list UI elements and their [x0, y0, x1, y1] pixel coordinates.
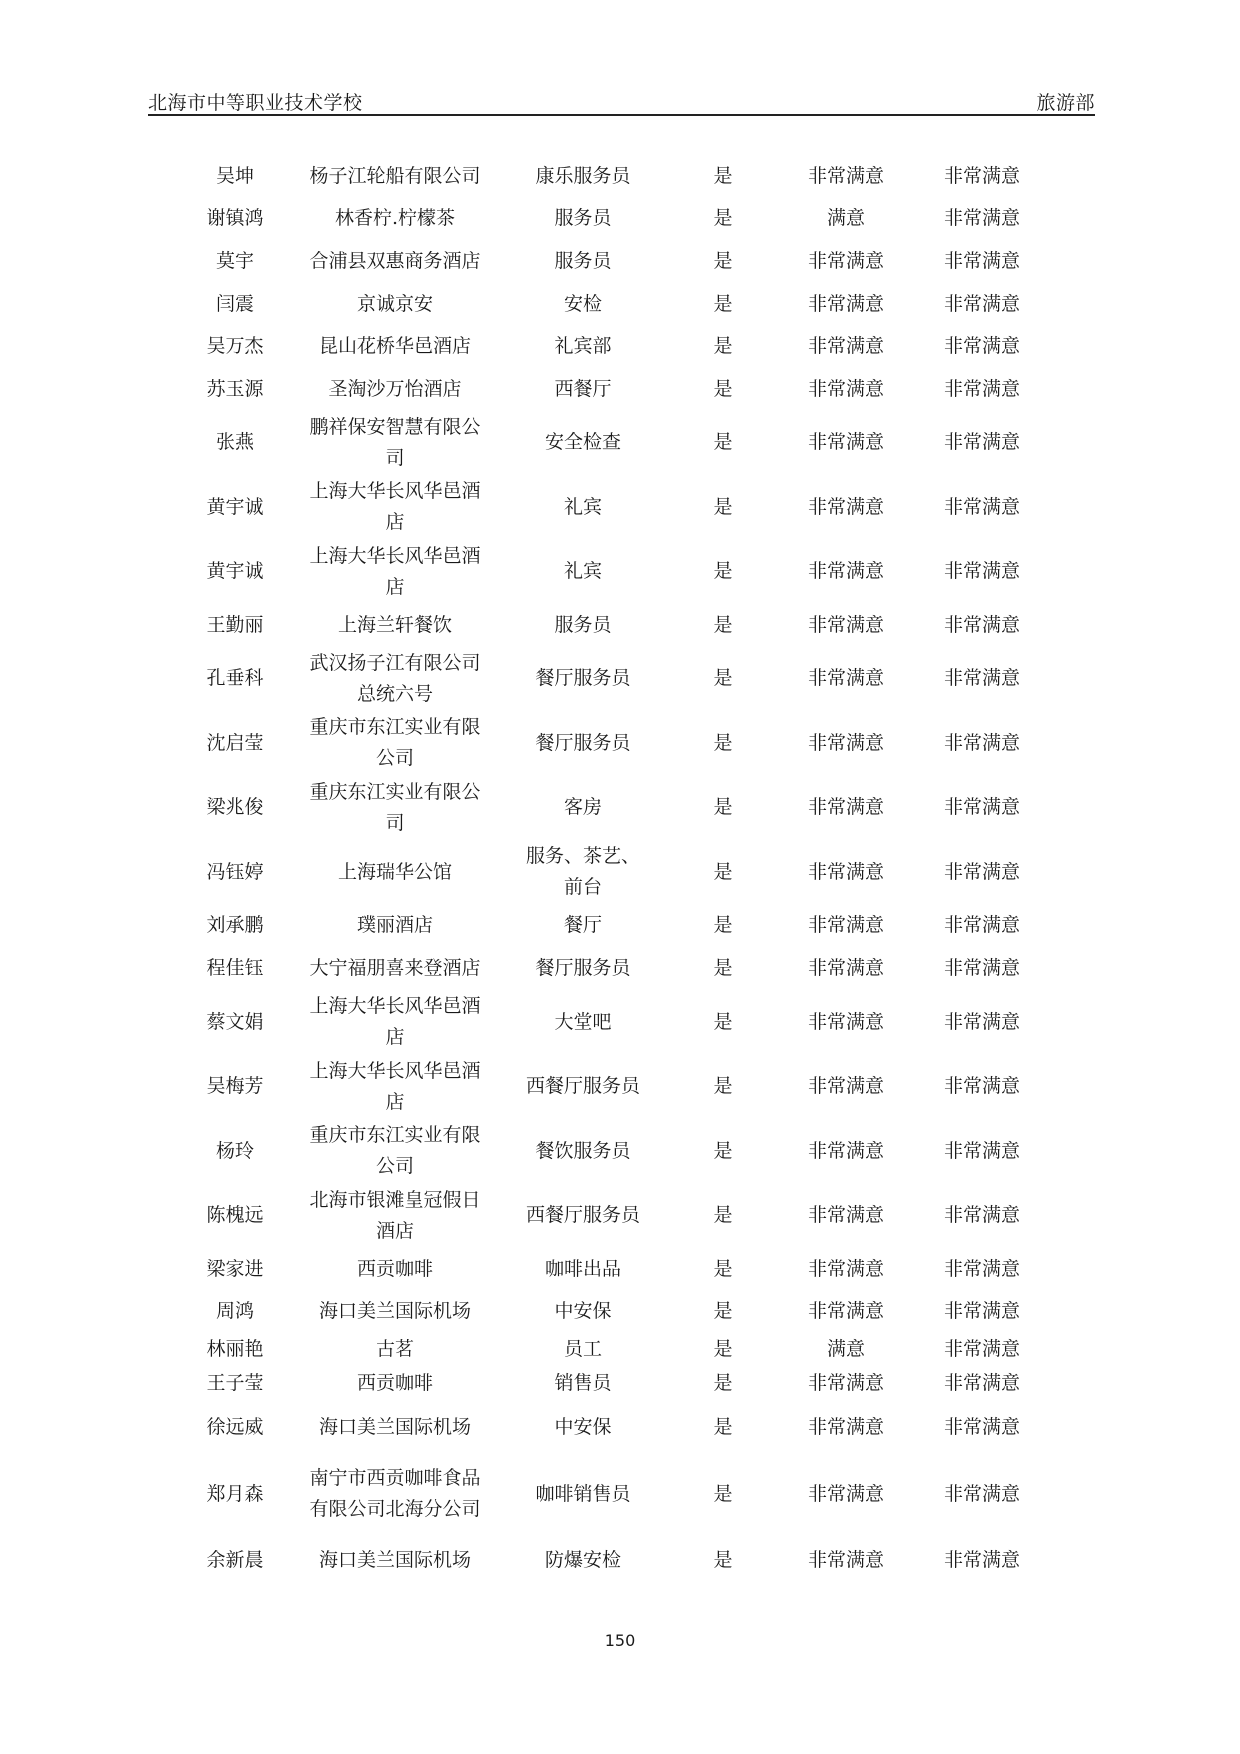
job-position: 西餐厅服务员 — [525, 1075, 640, 1098]
table-row — [190, 1367, 1070, 1401]
major-match: 是 — [713, 1416, 733, 1439]
table-row — [190, 411, 1070, 476]
employer-satisfaction: 非常满意 — [807, 335, 884, 358]
job-position: 客房 — [563, 796, 602, 819]
employer-satisfaction: 非常满意 — [807, 560, 884, 583]
employer-name: 北海市银滩皇冠假日 酒店 — [309, 1188, 481, 1242]
student-satisfaction: 非常满意 — [943, 1549, 1020, 1572]
student-satisfaction: 非常满意 — [943, 164, 1020, 187]
employer-name: 璞丽酒店 — [356, 914, 433, 937]
table-row — [190, 1400, 1070, 1455]
major-match: 是 — [713, 1075, 733, 1098]
job-position: 服务、茶艺、 前台 — [525, 845, 640, 899]
student-name: 蔡文娟 — [206, 1010, 264, 1033]
employer-satisfaction: 非常满意 — [807, 1257, 884, 1280]
job-position: 中安保 — [554, 1416, 612, 1439]
student-name: 闫震 — [215, 292, 254, 315]
job-position: 大堂吧 — [554, 1010, 612, 1033]
student-satisfaction: 非常满意 — [943, 495, 1020, 518]
student-satisfaction: 非常满意 — [943, 731, 1020, 754]
job-position: 销售员 — [554, 1371, 612, 1394]
employer-name: 重庆市东江实业有限 公司 — [309, 716, 481, 770]
employer-name: 古茗 — [375, 1338, 414, 1361]
table-row — [190, 905, 1070, 948]
student-satisfaction: 非常满意 — [943, 560, 1020, 583]
major-match: 是 — [713, 249, 733, 272]
employer-name: 武汉扬子江有限公司 总统六号 — [309, 651, 481, 705]
employer-satisfaction: 非常满意 — [807, 1300, 884, 1323]
job-position: 咖啡出品 — [544, 1257, 621, 1280]
table-row — [190, 1054, 1070, 1119]
job-position: 中安保 — [554, 1300, 612, 1323]
employer-satisfaction: 非常满意 — [807, 731, 884, 754]
table-row — [190, 1290, 1070, 1333]
job-position: 礼宾部 — [554, 335, 612, 358]
employer-name: 昆山花桥华邑酒店 — [318, 335, 471, 358]
student-name: 周鸿 — [215, 1300, 254, 1323]
table-row — [190, 711, 1070, 776]
student-name: 梁兆俊 — [206, 796, 264, 819]
table-row — [190, 947, 1070, 990]
employer-name: 合浦县双惠商务酒店 — [309, 249, 481, 272]
table-row — [190, 368, 1070, 411]
table-row — [190, 1333, 1070, 1367]
student-satisfaction: 非常满意 — [943, 1139, 1020, 1162]
employer-satisfaction: 非常满意 — [807, 860, 884, 883]
student-name: 王勤丽 — [206, 613, 264, 636]
table-row — [190, 475, 1070, 540]
employer-name: 重庆市东江实业有限 公司 — [309, 1124, 481, 1178]
student-name: 孔垂科 — [206, 667, 264, 690]
employer-satisfaction: 非常满意 — [807, 495, 884, 518]
job-position: 西餐厅 — [554, 377, 612, 400]
employer-name: 上海瑞华公馆 — [337, 860, 452, 883]
employment-table — [190, 155, 1070, 1588]
student-name: 苏玉源 — [206, 377, 264, 400]
employer-satisfaction: 非常满意 — [807, 613, 884, 636]
student-name: 余新晨 — [206, 1549, 264, 1572]
major-match: 是 — [713, 431, 733, 454]
major-match: 是 — [713, 957, 733, 980]
student-name: 程佳钰 — [206, 957, 264, 980]
employer-satisfaction: 非常满意 — [807, 1010, 884, 1033]
student-satisfaction: 非常满意 — [943, 1416, 1020, 1439]
table-row — [190, 540, 1070, 605]
job-position: 服务员 — [554, 613, 612, 636]
employer-satisfaction: 非常满意 — [807, 957, 884, 980]
student-satisfaction: 非常满意 — [943, 957, 1020, 980]
employer-name: 杨子江轮船有限公司 — [309, 164, 481, 187]
employer-name: 上海大华长风华邑酒 店 — [309, 480, 481, 534]
student-satisfaction: 非常满意 — [943, 1371, 1020, 1394]
table-row — [190, 198, 1070, 241]
student-name: 黄宇诚 — [206, 495, 264, 518]
student-satisfaction: 非常满意 — [943, 1010, 1020, 1033]
student-name: 吴梅芳 — [206, 1075, 264, 1098]
table-row — [190, 840, 1070, 905]
department-name: 旅游部 — [1036, 92, 1095, 114]
table-row — [190, 240, 1070, 283]
student-satisfaction: 非常满意 — [943, 667, 1020, 690]
employer-satisfaction: 满意 — [826, 207, 865, 230]
employer-satisfaction: 满意 — [826, 1338, 865, 1361]
job-position: 服务员 — [554, 249, 612, 272]
student-name: 杨玲 — [215, 1139, 254, 1162]
employer-satisfaction: 非常满意 — [807, 914, 884, 937]
job-position: 防爆安检 — [544, 1549, 621, 1572]
employer-name: 南宁市西贡咖啡食品 有限公司北海分公司 — [309, 1467, 481, 1521]
student-satisfaction: 非常满意 — [943, 1075, 1020, 1098]
student-satisfaction: 非常满意 — [943, 914, 1020, 937]
student-name: 王子莹 — [206, 1371, 264, 1394]
major-match: 是 — [713, 377, 733, 400]
student-satisfaction: 非常满意 — [943, 1482, 1020, 1505]
major-match: 是 — [713, 1010, 733, 1033]
major-match: 是 — [713, 731, 733, 754]
employer-name: 上海兰轩餐饮 — [337, 613, 452, 636]
student-satisfaction: 非常满意 — [943, 796, 1020, 819]
employer-name: 海口美兰国际机场 — [318, 1416, 471, 1439]
table-row — [190, 776, 1070, 841]
major-match: 是 — [713, 495, 733, 518]
employer-satisfaction: 非常满意 — [807, 1482, 884, 1505]
employer-name: 上海大华长风华邑酒 店 — [309, 1059, 481, 1113]
employer-satisfaction: 非常满意 — [807, 249, 884, 272]
major-match: 是 — [713, 164, 733, 187]
student-satisfaction: 非常满意 — [943, 207, 1020, 230]
employer-name: 上海大华长风华邑酒 店 — [309, 995, 481, 1049]
student-name: 冯钰婷 — [206, 860, 264, 883]
page-header — [148, 86, 1095, 116]
job-position: 服务员 — [554, 207, 612, 230]
employer-name: 海口美兰国际机场 — [318, 1549, 471, 1572]
job-position: 餐厅服务员 — [535, 667, 631, 690]
student-name: 陈槐远 — [206, 1204, 264, 1227]
table-row — [190, 990, 1070, 1055]
student-name: 梁家进 — [206, 1257, 264, 1280]
major-match: 是 — [713, 207, 733, 230]
student-name: 徐远威 — [206, 1416, 264, 1439]
job-position: 餐厅服务员 — [535, 731, 631, 754]
table-row — [190, 1183, 1070, 1248]
student-satisfaction: 非常满意 — [943, 1338, 1020, 1361]
job-position: 礼宾 — [563, 495, 602, 518]
student-satisfaction: 非常满意 — [943, 613, 1020, 636]
table-row — [190, 1455, 1070, 1533]
major-match: 是 — [713, 1139, 733, 1162]
table-row — [190, 604, 1070, 647]
student-satisfaction: 非常满意 — [943, 249, 1020, 272]
job-position: 员工 — [563, 1338, 602, 1361]
employer-satisfaction: 非常满意 — [807, 1416, 884, 1439]
student-satisfaction: 非常满意 — [943, 431, 1020, 454]
student-satisfaction: 非常满意 — [943, 1204, 1020, 1227]
employer-name: 海口美兰国际机场 — [318, 1300, 471, 1323]
job-position: 西餐厅服务员 — [525, 1204, 640, 1227]
employer-satisfaction: 非常满意 — [807, 1549, 884, 1572]
student-name: 吴坤 — [215, 164, 254, 187]
student-name: 郑月森 — [206, 1482, 264, 1505]
table-row — [190, 1248, 1070, 1291]
employer-satisfaction: 非常满意 — [807, 431, 884, 454]
student-name: 林丽艳 — [206, 1338, 264, 1361]
employer-satisfaction: 非常满意 — [807, 1139, 884, 1162]
major-match: 是 — [713, 292, 733, 315]
employer-satisfaction: 非常满意 — [807, 377, 884, 400]
table-row — [190, 283, 1070, 326]
employer-satisfaction: 非常满意 — [807, 1371, 884, 1394]
school-name: 北海市中等职业技术学校 — [148, 92, 363, 114]
student-name: 张燕 — [215, 431, 254, 454]
major-match: 是 — [713, 1300, 733, 1323]
employer-satisfaction: 非常满意 — [807, 796, 884, 819]
job-position: 餐厅 — [563, 914, 602, 937]
employer-satisfaction: 非常满意 — [807, 667, 884, 690]
student-name: 刘承鹏 — [206, 914, 264, 937]
employer-name: 上海大华长风华邑酒 店 — [309, 544, 481, 598]
major-match: 是 — [713, 1482, 733, 1505]
student-satisfaction: 非常满意 — [943, 292, 1020, 315]
employer-name: 西贡咖啡 — [356, 1371, 433, 1394]
table-row — [190, 325, 1070, 368]
table-row — [190, 1119, 1070, 1184]
student-satisfaction: 非常满意 — [943, 377, 1020, 400]
student-satisfaction: 非常满意 — [943, 1257, 1020, 1280]
table-row — [190, 1533, 1070, 1588]
student-name: 沈启莹 — [206, 731, 264, 754]
employer-satisfaction: 非常满意 — [807, 1075, 884, 1098]
employer-name: 大宁福朋喜来登酒店 — [309, 957, 481, 980]
job-position: 安全检查 — [544, 431, 621, 454]
employer-name: 重庆东江实业有限公 司 — [309, 780, 481, 834]
job-position: 咖啡销售员 — [535, 1482, 631, 1505]
employer-name: 林香柠.柠檬茶 — [334, 207, 456, 230]
major-match: 是 — [713, 1549, 733, 1572]
major-match: 是 — [713, 667, 733, 690]
student-name: 谢镇鸿 — [206, 207, 264, 230]
major-match: 是 — [713, 860, 733, 883]
student-name: 莫宇 — [215, 249, 254, 272]
major-match: 是 — [713, 1338, 733, 1361]
employer-satisfaction: 非常满意 — [807, 164, 884, 187]
employer-name: 京诚京安 — [356, 292, 433, 315]
major-match: 是 — [713, 796, 733, 819]
job-position: 安检 — [563, 292, 602, 315]
employer-satisfaction: 非常满意 — [807, 292, 884, 315]
student-name: 吴万杰 — [206, 335, 264, 358]
employer-name: 圣淘沙万怡酒店 — [328, 377, 462, 400]
major-match: 是 — [713, 560, 733, 583]
page-number: 150 — [604, 1631, 636, 1650]
table-row — [190, 155, 1070, 198]
table-row — [190, 647, 1070, 712]
job-position: 餐厅服务员 — [535, 957, 631, 980]
student-name: 黄宇诚 — [206, 560, 264, 583]
major-match: 是 — [713, 1257, 733, 1280]
major-match: 是 — [713, 1371, 733, 1394]
job-position: 礼宾 — [563, 560, 602, 583]
major-match: 是 — [713, 914, 733, 937]
job-position: 餐饮服务员 — [535, 1139, 631, 1162]
student-satisfaction: 非常满意 — [943, 335, 1020, 358]
employer-satisfaction: 非常满意 — [807, 1204, 884, 1227]
job-position: 康乐服务员 — [535, 164, 631, 187]
employer-name: 西贡咖啡 — [356, 1257, 433, 1280]
major-match: 是 — [713, 613, 733, 636]
major-match: 是 — [713, 335, 733, 358]
employer-name: 鹏祥保安智慧有限公 司 — [309, 415, 481, 469]
student-satisfaction: 非常满意 — [943, 860, 1020, 883]
major-match: 是 — [713, 1204, 733, 1227]
student-satisfaction: 非常满意 — [943, 1300, 1020, 1323]
